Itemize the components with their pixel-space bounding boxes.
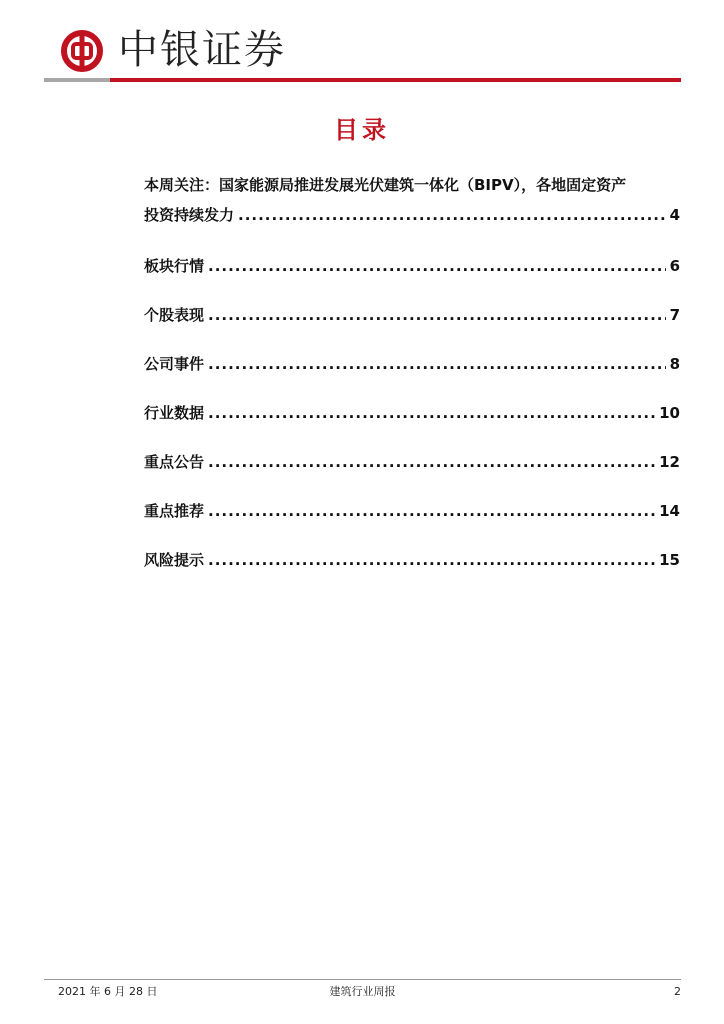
toc-entry-page: 10: [659, 404, 680, 422]
toc-entry-page: 12: [659, 453, 680, 471]
toc-entry-label: 个股表现: [144, 306, 205, 324]
toc-entry-label: 行业数据: [144, 404, 205, 422]
toc-entry-page: 7: [669, 306, 680, 324]
toc-entry-label: 公司事件: [144, 355, 205, 373]
toc-entry-line2: [144, 200, 680, 230]
brand-name: 中银证券: [118, 27, 286, 73]
toc-entry-risk-warning[interactable]: [144, 545, 680, 575]
header-rule-grey: [44, 78, 110, 82]
toc-entry-label: 重点公告: [144, 453, 205, 471]
toc-leader-dots: [208, 447, 655, 477]
toc-entry-label: 投资持续发力: [144, 206, 235, 224]
toc-leader-dots: [208, 300, 666, 330]
toc-entry-page: 6: [669, 257, 680, 275]
table-of-contents: [144, 170, 680, 575]
toc-leader-dots: [238, 200, 666, 230]
toc-leader-dots: [208, 349, 666, 379]
page-footer: [44, 984, 681, 1002]
toc-entry-label: 重点推荐: [144, 502, 205, 520]
toc-entry-page: 8: [669, 355, 680, 373]
toc-entry-page: 15: [659, 551, 680, 569]
header-rule-red: [110, 78, 681, 82]
toc-entry-sector-performance[interactable]: [144, 251, 680, 281]
toc-entry-stock-performance[interactable]: [144, 300, 680, 330]
toc-entry-label: 风险提示: [144, 551, 205, 569]
toc-entry-label-line1: [144, 170, 680, 200]
toc-entry-label: 本周关注：国家能源局推进发展光伏建筑一体化（BIPV），各地固定资产: [144, 176, 627, 194]
toc-entry-key-recommendations[interactable]: [144, 496, 680, 526]
toc-leader-dots: [208, 545, 655, 575]
bank-of-china-logo-icon: [60, 29, 104, 73]
toc-entry-page: 14: [659, 502, 680, 520]
toc-leader-dots: [208, 496, 655, 526]
footer-page-number: 2: [674, 985, 681, 998]
toc-entry-page: 4: [669, 206, 680, 224]
toc-leader-dots: [208, 251, 666, 281]
toc-entry-focus[interactable]: [144, 170, 680, 230]
toc-title: 目录: [334, 116, 390, 144]
toc-entry-key-announcements[interactable]: [144, 447, 680, 477]
footer-doc-title: 建筑行业周报: [329, 985, 396, 998]
footer-rule: [44, 979, 681, 980]
toc-entry-company-events[interactable]: [144, 349, 680, 379]
toc-entry-industry-data[interactable]: [144, 398, 680, 428]
toc-leader-dots: [208, 398, 655, 428]
page-header: [0, 0, 724, 90]
toc-entry-label: 板块行情: [144, 257, 205, 275]
footer-date: 2021 年 6 月 28 日: [58, 985, 158, 998]
